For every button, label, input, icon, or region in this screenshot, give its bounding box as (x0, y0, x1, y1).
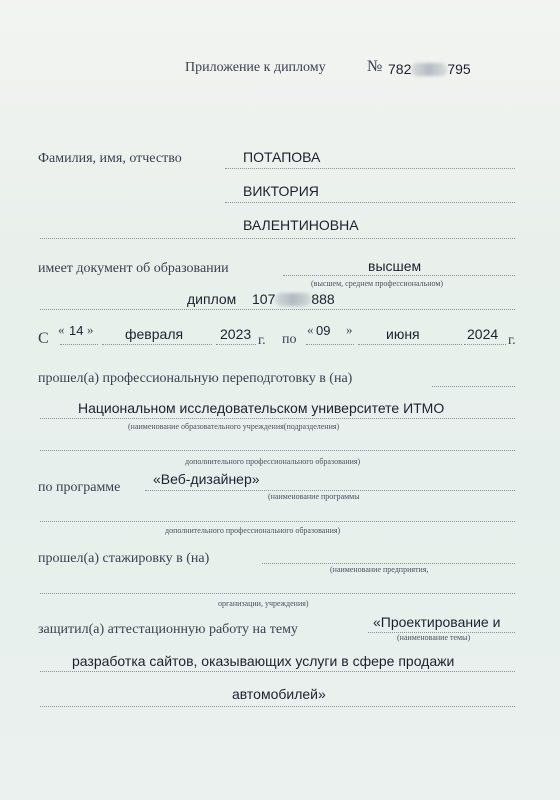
patronymic-line (40, 238, 515, 239)
supplement-number-suffix: 795 (447, 61, 471, 77)
institution-hint: (наименование образовательного учреждения(подразделения) (128, 422, 340, 431)
diploma-number-suffix: 888 (311, 291, 335, 307)
period-to-label: по (282, 332, 297, 347)
redacted-block (411, 63, 447, 76)
end-month-line (358, 344, 462, 345)
start-year: 2023 (220, 326, 252, 342)
internship-hint-2: организации, учреждения) (218, 599, 309, 608)
diploma-number-prefix: 107 (252, 291, 276, 307)
start-month-line (102, 344, 212, 345)
period-from-label: С (38, 330, 49, 347)
patronymic: ВАЛЕНТИНОВНА (243, 217, 359, 233)
diploma-label: диплом (187, 291, 237, 307)
end-day: 09 (316, 323, 331, 338)
year-suffix: г. (258, 333, 266, 348)
diploma-number (252, 291, 335, 307)
program-label: по программе (38, 480, 121, 495)
quote-close: » (346, 322, 353, 337)
year-suffix: г. (508, 333, 516, 348)
internship-hint: (наименование предприятия, (330, 565, 429, 574)
training-institution: Национальном исследовательском университете ИТМО (78, 400, 445, 416)
supplement-number-prefix: 782 (388, 61, 412, 77)
thesis-title-line-2: разработка сайтов, оказывающих услуги в сфере продажи (72, 653, 455, 669)
start-day: 14 (69, 323, 84, 338)
first-name: ВИКТОРИЯ (243, 183, 319, 199)
thesis-title-line-3: автомобилей» (232, 686, 326, 702)
education-level-hint: (высшем, среднем профессиональном) (311, 279, 444, 288)
thesis-hint: (наименование темы) (397, 633, 471, 642)
program-hint: (наименование программы (268, 492, 360, 501)
quote-close: » (87, 322, 94, 337)
internship-label: прошел(а) стажировку в (на) (38, 551, 210, 566)
internship-line-2 (40, 593, 515, 594)
end-month: июня (386, 326, 420, 342)
education-label: имеет документ об образовании (38, 261, 229, 276)
thesis-label: защитил(а) аттестационную работу на тему (38, 622, 298, 637)
quote-open: « (307, 322, 314, 337)
end-day-line (306, 344, 354, 345)
internship-line (262, 563, 515, 564)
end-year: 2024 (467, 326, 499, 342)
last-name: ПОТАПОВА (243, 149, 321, 165)
institution-line (40, 418, 515, 419)
quote-open: « (58, 322, 65, 337)
program-hint-2: дополнительного профессионального образования) (165, 526, 341, 535)
end-year-line (464, 344, 506, 345)
training-label: прошел(а) профессиональную переподготовку в (на) (38, 371, 353, 386)
start-day-line (60, 344, 98, 345)
institution-hint-2: дополнительного профессионального образования) (185, 457, 361, 466)
program-line-2 (40, 521, 515, 522)
last-name-line (225, 168, 515, 169)
start-month: февраля (125, 326, 184, 342)
thesis-line-3 (40, 706, 515, 707)
supplement-number (388, 61, 471, 77)
program-line (145, 490, 515, 491)
first-name-line (225, 202, 515, 203)
thesis-title-line-1: «Проектирование и (373, 614, 501, 630)
redacted-block (275, 293, 311, 306)
training-line (432, 386, 515, 387)
supplement-title: Приложение к диплому (185, 60, 326, 75)
institution-line-2 (40, 450, 515, 451)
start-year-line (216, 344, 256, 345)
number-sign: № (367, 58, 383, 75)
full-name-label: Фамилия, имя, отчество (38, 151, 182, 166)
program-name: «Веб-дизайнер» (153, 471, 260, 487)
education-level: высшем (368, 258, 422, 274)
thesis-line-2 (40, 671, 515, 672)
diploma-line (40, 309, 515, 310)
education-level-line (283, 275, 515, 276)
